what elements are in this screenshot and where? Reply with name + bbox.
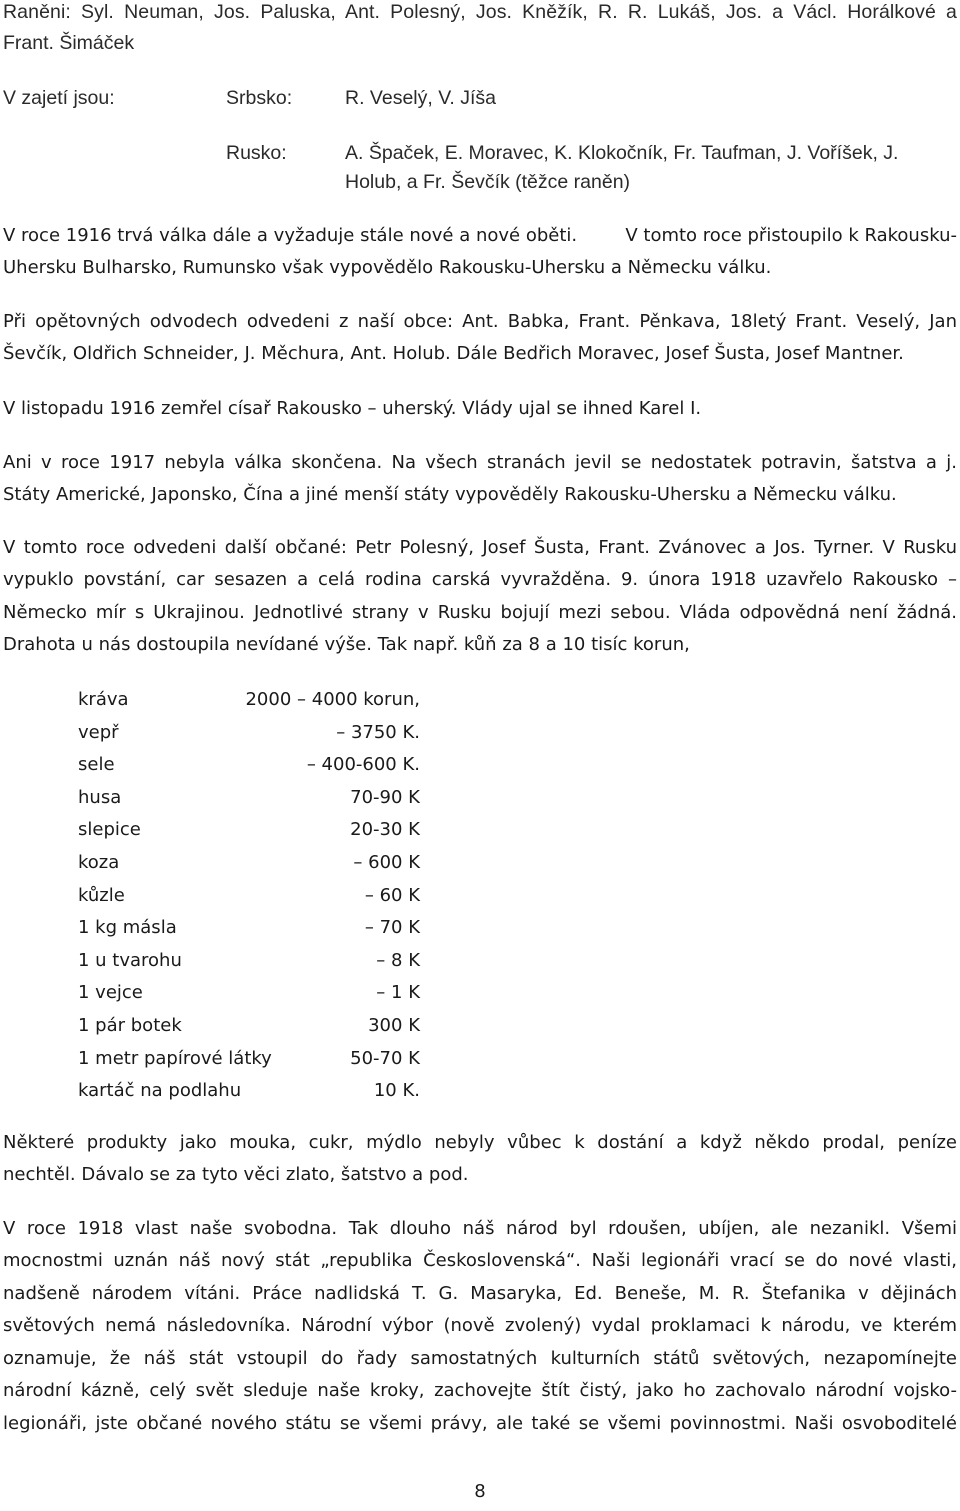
price-item: sele xyxy=(78,754,115,776)
price-row xyxy=(0,850,960,876)
price-row xyxy=(0,1013,960,1039)
p2-line-1: V tomto roce přistoupilo k Rakousku- xyxy=(625,225,957,246)
p7-line-2: nechtěl. Dávalo se za tyto věci zlato, šatstvo a pod. xyxy=(3,1164,469,1185)
p2-line-2: Uhersku Bulharsko, Rumunsko však vypovědělo Rakousku-Uhersku a Německu válku. xyxy=(3,257,772,278)
p8-line-4: světových nemá následovníka. Národní výbor (nově zvolený) vydal proklamaci k národu, ve kterém xyxy=(3,1315,957,1336)
p1-text: V roce 1916 trvá válka dále a vyžaduje stále nové a nové oběti. xyxy=(3,225,578,246)
p6-line-3: Německo mír s Ukrajinou. Jednotlivé strany v Rusku bojují mezi sebou. Vláda odpovědná není žádná. xyxy=(3,602,957,623)
price-value: – 8 K xyxy=(376,949,420,971)
price-value: – 3750 K. xyxy=(336,721,420,743)
p8-line-1: V roce 1918 vlast naše svobodna. Tak dlouho náš národ byl rdoušen, ubíjen, ale nezanikl. Všemi xyxy=(3,1218,957,1239)
price-item: 1 pár botek xyxy=(78,1015,182,1036)
price-row xyxy=(0,687,960,713)
p8-line-6: národní kázně, celý svět sleduje naše kroky, zachovejte štít čistý, jako ho zachovalo národní vojsko- xyxy=(3,1380,957,1401)
price-value: – 600 K xyxy=(353,852,420,873)
price-item: kráva xyxy=(78,689,129,710)
price-item: slepice xyxy=(78,819,141,841)
p8-line-5: oznamuje, že náš stát vstoupil do řady samostatných kulturních států světových, nezapomínejte xyxy=(3,1348,957,1369)
price-item: kůzle xyxy=(78,884,125,906)
p6-line-4: Drahota u nás dostoupila nevídané výše. Tak např. kůň za 8 a 10 tisíc korun, xyxy=(3,634,690,655)
p8-line-7: legionáři, jste občané nového státu se všemi právy, ale také se všemi povinnostmi. Naši osvoboditelé xyxy=(3,1413,957,1434)
price-row xyxy=(0,785,960,811)
price-item: husa xyxy=(78,786,122,808)
p8-line-2: mocnostmi uznán náš nový stát „republika Československá“. Naši legionáři vrací se do nové vlasti, xyxy=(3,1250,957,1271)
captivity-label: V zajetí jsou: xyxy=(3,87,115,109)
p6-line-1: V tomto roce odvedeni další občané: Petr Polesný, Josef Šusta, Frant. Zvánovec a Jos. Tyrner. V Rusku xyxy=(3,537,957,558)
wounded-line-1: Raněni: Syl. Neuman, Jos. Paluska, Ant. Polesný, Jos. Kněžík, R. R. Lukáš, Jos. a Václ. Horálkové a xyxy=(3,1,957,23)
price-item: 1 vejce xyxy=(78,982,143,1004)
price-row xyxy=(0,1046,960,1072)
price-row xyxy=(0,752,960,778)
wounded-line-2: Frant. Šimáček xyxy=(3,32,135,54)
price-value: – 400-600 K. xyxy=(306,754,420,776)
price-row xyxy=(0,948,960,974)
p4-text: V listopadu 1916 zemřel císař Rakousko – uherský. Vlády ujal se ihned Karel I. xyxy=(3,398,702,419)
price-row xyxy=(0,980,960,1006)
price-item: kartáč na podlahu xyxy=(78,1080,242,1102)
price-row xyxy=(0,817,960,843)
price-row xyxy=(0,883,960,909)
p7-line-1: Některé produkty jako mouka, cukr, mýdlo nebyly vůbec k dostání a když někdo prodal, peníze xyxy=(3,1132,957,1153)
price-value: 10 K. xyxy=(373,1080,420,1102)
price-value: – 70 K xyxy=(364,917,420,939)
p3-line-1: Při opětovných odvodech odvedeni z naší obce: Ant. Babka, Frant. Pěnkava, 18letý Frant. Veselý, Jan xyxy=(3,311,957,332)
price-value: 300 K xyxy=(368,1015,420,1036)
price-item: 1 metr papírové látky xyxy=(78,1047,272,1069)
p8-line-3: nadšeně národem vítáni. Práce nadlidská T. G. Masaryka, Ed. Beneše, M. R. Štefanika v dějinách xyxy=(3,1283,957,1304)
russia-names-1: A. Špaček, E. Moravec, K. Klokočník, Fr. Taufman, J. Voříšek, J. xyxy=(345,142,899,164)
russia-names-2: Holub, a Fr. Ševčík (těžce raněn) xyxy=(345,171,631,193)
price-row xyxy=(0,720,960,746)
russia-label: Rusko: xyxy=(226,142,287,164)
page-number: 8 xyxy=(474,1481,486,1502)
price-value: 20-30 K xyxy=(350,819,420,841)
price-item: vepř xyxy=(78,721,119,743)
price-value: 50-70 K xyxy=(350,1047,420,1069)
price-item: 1 u tvarohu xyxy=(78,949,182,971)
price-item: koza xyxy=(78,852,120,873)
price-row xyxy=(0,915,960,941)
serbia-label: Srbsko: xyxy=(226,87,293,109)
price-value: – 1 K xyxy=(376,982,420,1004)
price-row xyxy=(0,1078,960,1104)
p3-line-2: Ševčík, Oldřich Schneider, J. Měchura, Ant. Holub. Dále Bedřich Moravec, Josef Šusta, Josef Mantner. xyxy=(3,343,904,364)
price-item: 1 kg másla xyxy=(78,917,177,939)
serbia-names: R. Veselý, V. Jíša xyxy=(345,87,497,109)
price-value: – 60 K xyxy=(364,884,420,906)
price-value: 70-90 K xyxy=(350,786,420,808)
p6-line-2: vypuklo povstání, car sesazen a celá rodina carská vyvražděna. 9. února 1918 uzavřelo Rakousko – xyxy=(3,569,957,590)
p5-line-1: Ani v roce 1917 nebyla válka skončena. Na všech stranách jevil se nedostatek potravin, šatstva a j. xyxy=(3,452,957,473)
price-value: 2000 – 4000 korun, xyxy=(245,689,420,710)
p5-line-2: Státy Americké, Japonsko, Čína a jiné menší státy vypověděly Rakousku-Uhersku a Německu válku. xyxy=(3,484,897,505)
